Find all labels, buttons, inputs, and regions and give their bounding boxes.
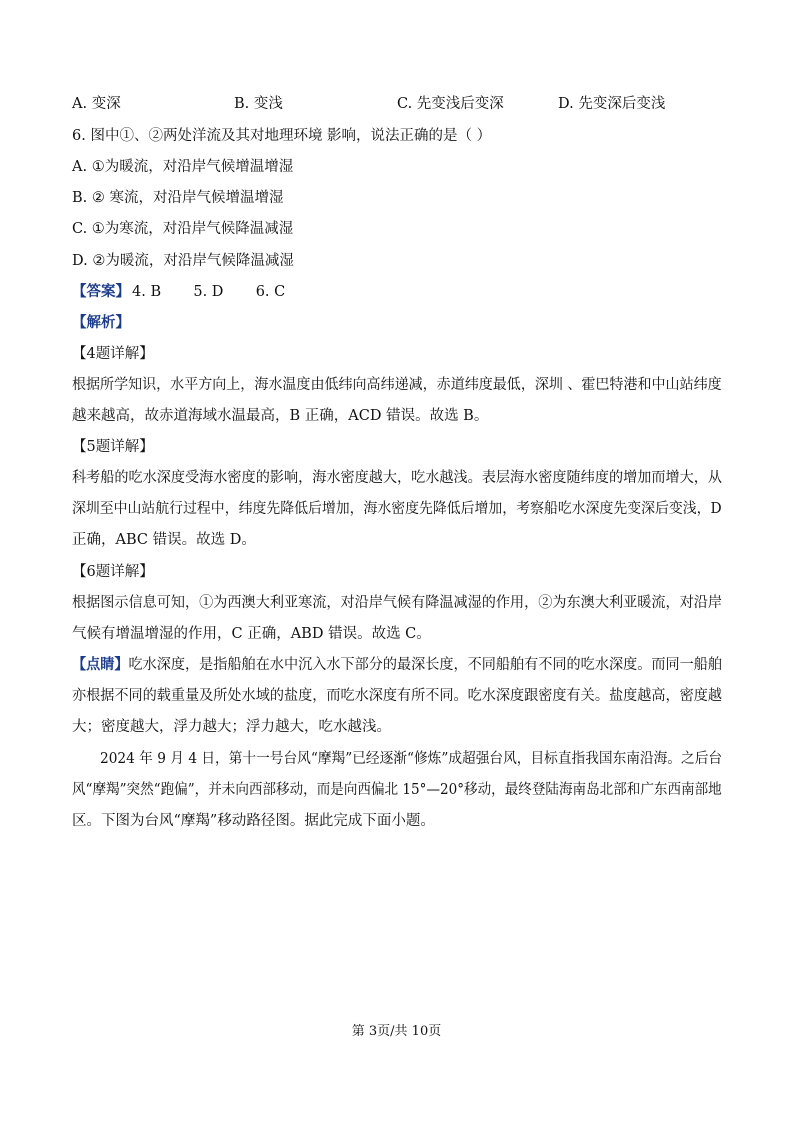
passage-line-3: 区。下图为台风“摩羯”移动路径图。据此完成下面小题。 [72, 813, 435, 829]
passage-line-2: 风“摩羯”突然“跑偏”，并未向西部移动，而是向西偏北 15°—20°移动，最终登陆海南岛北部和广东西南部地 [72, 782, 722, 798]
option-c: C. 先变浅后变深 [397, 96, 504, 112]
q5-line-1: 科考船的吃水深度受海水密度的影响，海水密度越大，吃水越浅。表层海水密度随纬度的增加而增大，从 [72, 470, 722, 486]
page-footer: 第 3页/共 10页 [351, 1024, 442, 1039]
tip-line-3: 大；密度越大，浮力越大；浮力越大，吃水越浅。 [72, 719, 391, 735]
question-6-option-c: C. ①为寒流，对沿岸气候降温减湿 [72, 221, 294, 237]
question-6-option-a: A. ①为暖流，对沿岸气候增温增湿 [72, 159, 294, 175]
q5-line-2: 深圳至中山站航行过程中，纬度先降低后增加，海水密度先降低后增加，考察船吃水深度先变深后变浅，D [72, 501, 722, 517]
q6-line-1: 根据图示信息可知，①为西澳大利亚寒流，对沿岸气候有降温减湿的作用，②为东澳大利亚暖流，对沿岸 [72, 595, 722, 611]
option-d: D. 先变深后变浅 [558, 96, 666, 112]
q6-heading: 【6题详解】 [72, 564, 154, 580]
answer-line [72, 282, 287, 302]
option-a: A. 变深 [72, 96, 121, 112]
q5-line-3: 正确，ABC 错误。故选 D。 [72, 532, 256, 548]
tip-first-text: 吃水深度，是指船舶在水中沉入水下部分的最深长度，不同船舶有不同的吃水深度。而同一船舶 [128, 657, 722, 673]
q4-line-1: 根据所学知识，水平方向上，海水温度由低纬向高纬递减，赤道纬度最低，深圳 、霍巴特港和中山站纬度 [72, 377, 722, 393]
passage-line-1: 2024 年 9 月 4 日，第十一号台风“摩羯”已经逐渐“修炼”成超强台风，目标直指我国东南沿海。之后台 [100, 751, 723, 767]
tip-line-2: 亦根据不同的载重量及所处水域的盐度，而吃水深度有所不同。吃水深度跟密度有关。盐度越高，密度越 [72, 688, 722, 704]
tip-label: 【点睛】 [72, 656, 129, 673]
question-6-option-b: B. ② 寒流，对沿岸气候增温增湿 [72, 190, 284, 206]
q6-line-2: 气候有增温增湿的作用，C 正确，ABD 错误。故选 C。 [72, 626, 431, 642]
question-6-stem: 6. 图中①、②两处洋流及其对地理环境 影响，说法正确的是（ ） [72, 128, 492, 144]
q5-heading: 【5题详解】 [72, 439, 154, 455]
option-b: B. 变浅 [234, 96, 283, 112]
q4-line-2: 越来越高，故赤道海域水温最高，B 正确，ACD 错误。故选 B。 [72, 408, 489, 424]
q4-heading: 【4题详解】 [72, 346, 154, 362]
analysis-label: 【解析】 [72, 314, 130, 331]
answer-values: 4. B 5. D 6. C [132, 284, 286, 300]
question-6-option-d: D. ②为暖流，对沿岸气候降温减湿 [72, 253, 294, 269]
answer-label: 【答案】 [72, 283, 130, 300]
tip-first-line [72, 655, 722, 675]
